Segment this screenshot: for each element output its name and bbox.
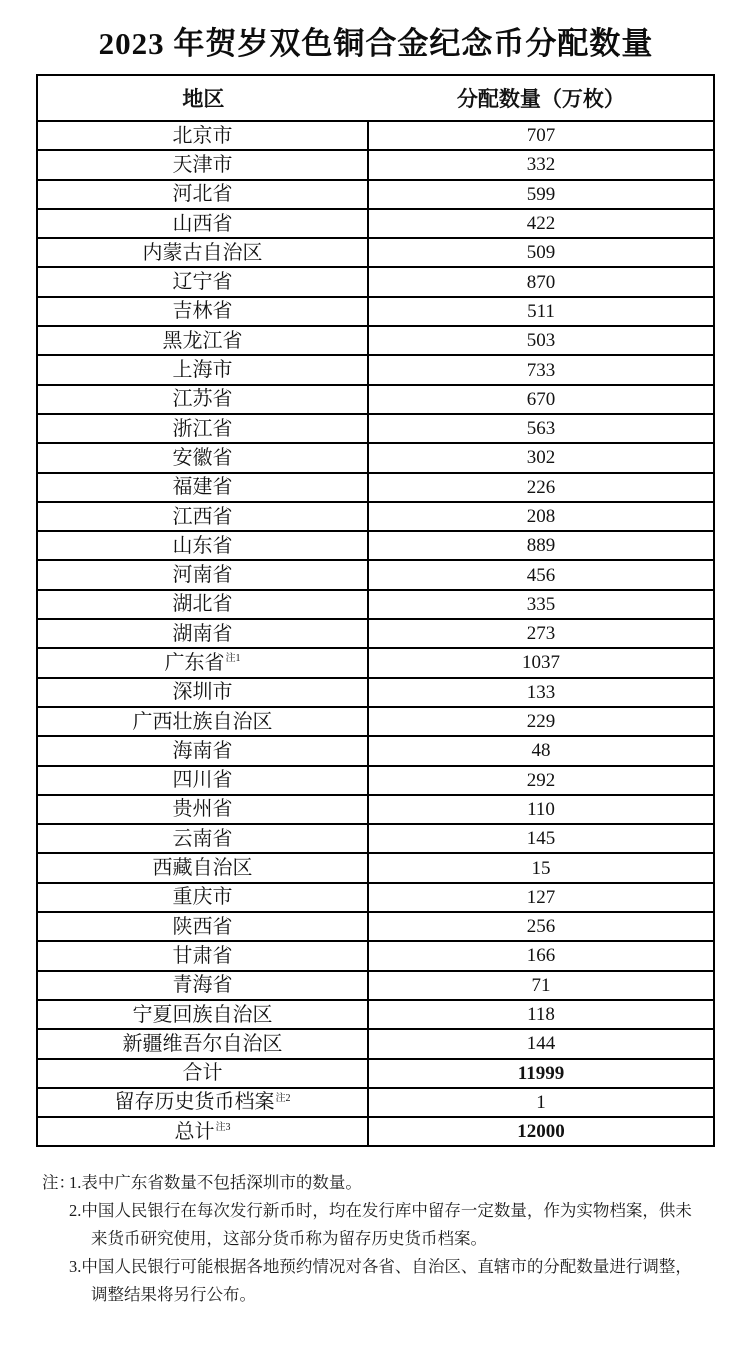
value-cell: 733 bbox=[368, 355, 714, 384]
table-row bbox=[37, 1029, 714, 1058]
value-cell: 870 bbox=[368, 267, 714, 296]
table-row bbox=[37, 121, 714, 150]
region-cell: 辽宁省 bbox=[37, 267, 368, 296]
value-cell: 292 bbox=[368, 766, 714, 795]
region-cell: 湖北省 bbox=[37, 590, 368, 619]
note-item bbox=[69, 1169, 728, 1197]
page-title: 2023 年贺岁双色铜合金纪念币分配数量 bbox=[98, 26, 654, 61]
table-row bbox=[37, 766, 714, 795]
region-cell: 总计$^{注3}$ bbox=[37, 1117, 368, 1146]
table-row bbox=[37, 590, 714, 619]
table-row bbox=[37, 150, 714, 179]
region-cell: 天津市 bbox=[37, 150, 368, 179]
table-row bbox=[37, 1117, 714, 1146]
region-cell: 留存历史货币档案$^{注2}$ bbox=[37, 1088, 368, 1117]
region-cell: 青海省 bbox=[37, 971, 368, 1000]
table-row bbox=[37, 180, 714, 209]
column-header-region: 地区 bbox=[182, 87, 225, 111]
table-header-row bbox=[37, 75, 714, 121]
footnotes bbox=[42, 1169, 728, 1309]
table-row bbox=[37, 883, 714, 912]
value-cell: 273 bbox=[368, 619, 714, 648]
value-cell: 456 bbox=[368, 560, 714, 589]
region-cell: 海南省 bbox=[37, 736, 368, 765]
value-cell: 256 bbox=[368, 912, 714, 941]
region-cell: 河北省 bbox=[37, 180, 368, 209]
table-row bbox=[37, 619, 714, 648]
value-cell: 229 bbox=[368, 707, 714, 736]
value-cell: 509 bbox=[368, 238, 714, 267]
region-cell: 内蒙古自治区 bbox=[37, 238, 368, 267]
table-row bbox=[37, 1000, 714, 1029]
table-row bbox=[37, 326, 714, 355]
region-cell: 湖南省 bbox=[37, 619, 368, 648]
note-line: 1.表中广东省数量不包括深圳市的数量。 bbox=[69, 1173, 362, 1193]
region-cell: 安徽省 bbox=[37, 443, 368, 472]
value-cell: 889 bbox=[368, 531, 714, 560]
table-row bbox=[37, 385, 714, 414]
table-row bbox=[37, 531, 714, 560]
value-cell: 208 bbox=[368, 502, 714, 531]
table-row bbox=[37, 971, 714, 1000]
table-row bbox=[37, 209, 714, 238]
value-cell: 11999 bbox=[368, 1059, 714, 1088]
table-row bbox=[37, 560, 714, 589]
region-cell: 江苏省 bbox=[37, 385, 368, 414]
region-cell: 福建省 bbox=[37, 473, 368, 502]
note-line: 2.中国人民银行在每次发行新币时，均在发行库中留存一定数量，作为实物档案，供未 bbox=[69, 1201, 692, 1221]
footnote-marker: 注2 bbox=[275, 1092, 291, 1104]
value-cell: 110 bbox=[368, 795, 714, 824]
region-cell: 吉林省 bbox=[37, 297, 368, 326]
value-cell: 707 bbox=[368, 121, 714, 150]
note-item bbox=[69, 1197, 728, 1253]
table-row bbox=[37, 1088, 714, 1117]
note-line: 来货币研究使用，这部分货币称为留存历史货币档案。 bbox=[91, 1229, 487, 1249]
region-cell: 贵州省 bbox=[37, 795, 368, 824]
value-cell: 670 bbox=[368, 385, 714, 414]
value-cell: 511 bbox=[368, 297, 714, 326]
value-cell: 1 bbox=[368, 1088, 714, 1117]
region-cell: 四川省 bbox=[37, 766, 368, 795]
allocation-table bbox=[36, 74, 715, 1147]
table-body bbox=[37, 75, 714, 1146]
column-header-quantity: 分配数量（万枚） bbox=[456, 87, 625, 111]
table-row bbox=[37, 941, 714, 970]
region-cell: 江西省 bbox=[37, 502, 368, 531]
table-header-cell bbox=[37, 75, 714, 121]
value-cell: 144 bbox=[368, 1029, 714, 1058]
region-cell: 云南省 bbox=[37, 824, 368, 853]
table-row bbox=[37, 443, 714, 472]
region-cell: 合计 bbox=[37, 1059, 368, 1088]
region-cell: 深圳市 bbox=[37, 678, 368, 707]
table-row bbox=[37, 267, 714, 296]
region-cell: 山东省 bbox=[37, 531, 368, 560]
region-cell: 上海市 bbox=[37, 355, 368, 384]
note-line: 调整结果将另行公布。 bbox=[91, 1285, 256, 1305]
table-row bbox=[37, 355, 714, 384]
region-cell: 山西省 bbox=[37, 209, 368, 238]
value-cell: 226 bbox=[368, 473, 714, 502]
table-row bbox=[37, 297, 714, 326]
region-cell: 广东省$^{注1}$ bbox=[37, 648, 368, 677]
value-cell: 127 bbox=[368, 883, 714, 912]
region-cell: 陕西省 bbox=[37, 912, 368, 941]
value-cell: 166 bbox=[368, 941, 714, 970]
footnotes-prefix: 注： bbox=[42, 1173, 75, 1193]
footnote-marker: 注1 bbox=[225, 653, 241, 665]
value-cell: 599 bbox=[368, 180, 714, 209]
value-cell: 302 bbox=[368, 443, 714, 472]
value-cell: 335 bbox=[368, 590, 714, 619]
value-cell: 15 bbox=[368, 853, 714, 882]
footnote-marker: 注3 bbox=[215, 1122, 231, 1134]
table-row bbox=[37, 736, 714, 765]
table-row bbox=[37, 912, 714, 941]
table-row bbox=[37, 678, 714, 707]
note-line: 3.中国人民银行可能根据各地预约情况对各省、自治区、直辖市的分配数量进行调整， bbox=[69, 1257, 692, 1277]
table-row bbox=[37, 238, 714, 267]
table-row bbox=[37, 853, 714, 882]
value-cell: 332 bbox=[368, 150, 714, 179]
table-row bbox=[37, 1059, 714, 1088]
table-row bbox=[37, 707, 714, 736]
value-cell: 71 bbox=[368, 971, 714, 1000]
region-cell: 北京市 bbox=[37, 121, 368, 150]
notes-items bbox=[69, 1169, 728, 1309]
region-cell: 新疆维吾尔自治区 bbox=[37, 1029, 368, 1058]
region-cell: 浙江省 bbox=[37, 414, 368, 443]
value-cell: 48 bbox=[368, 736, 714, 765]
region-cell: 河南省 bbox=[37, 560, 368, 589]
table-row bbox=[37, 824, 714, 853]
table-row bbox=[37, 795, 714, 824]
value-cell: 563 bbox=[368, 414, 714, 443]
region-cell: 广西壮族自治区 bbox=[37, 707, 368, 736]
value-cell: 145 bbox=[368, 824, 714, 853]
value-cell: 422 bbox=[368, 209, 714, 238]
value-cell: 118 bbox=[368, 1000, 714, 1029]
value-cell: 1037 bbox=[368, 648, 714, 677]
table-row bbox=[37, 473, 714, 502]
table-row bbox=[37, 414, 714, 443]
region-cell: 黑龙江省 bbox=[37, 326, 368, 355]
value-cell: 133 bbox=[368, 678, 714, 707]
value-cell: 503 bbox=[368, 326, 714, 355]
region-cell: 重庆市 bbox=[37, 883, 368, 912]
table-row bbox=[37, 648, 714, 677]
region-cell: 甘肃省 bbox=[37, 941, 368, 970]
region-cell: 宁夏回族自治区 bbox=[37, 1000, 368, 1029]
note-item bbox=[69, 1253, 728, 1309]
value-cell: 12000 bbox=[368, 1117, 714, 1146]
region-cell: 西藏自治区 bbox=[37, 853, 368, 882]
table-row bbox=[37, 502, 714, 531]
